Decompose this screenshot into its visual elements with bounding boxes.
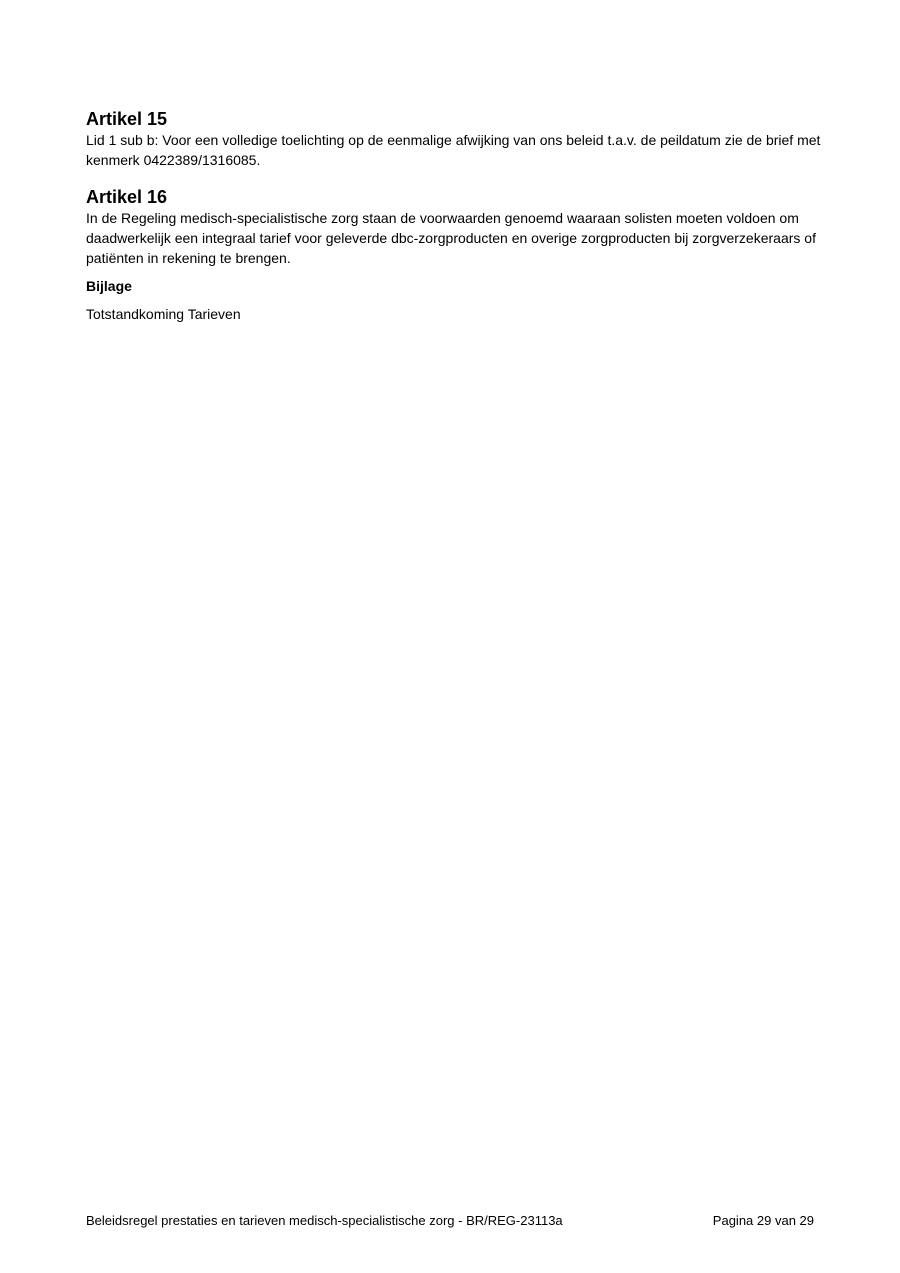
article-16-text: In de Regeling medisch-specialistische zorg staan de voorwaarden genoemd waaraan solisten moeten voldoen om daadwerkelijk een integraal tarief voor geleverde dbc-zorgproducten en overige zorgproducten bij zorgverzekeraars of patiënten in rekening te brengen. <box>86 210 816 266</box>
bijlage-label: Bijlage <box>86 278 132 294</box>
page-footer <box>86 1212 814 1230</box>
article-15-section <box>86 108 826 170</box>
article-15-text: Lid 1 sub b: Voor een volledige toelichting op de eenmalige afwijking van ons beleid t.a.v. de peildatum zie de brief met kenmerk 0422389/1316085. <box>86 132 821 168</box>
footer-document-title: Beleidsregel prestaties en tarieven medisch-specialistische zorg - BR/REG-23113a <box>86 1213 563 1228</box>
bijlage-item: Totstandkoming Tarieven <box>86 306 241 322</box>
document-body <box>86 108 826 324</box>
article-16-heading: Artikel 16 <box>86 187 168 207</box>
footer-page-number: Pagina 29 van 29 <box>712 1213 814 1228</box>
article-15-heading: Artikel 15 <box>86 109 168 129</box>
article-16-section <box>86 186 826 268</box>
